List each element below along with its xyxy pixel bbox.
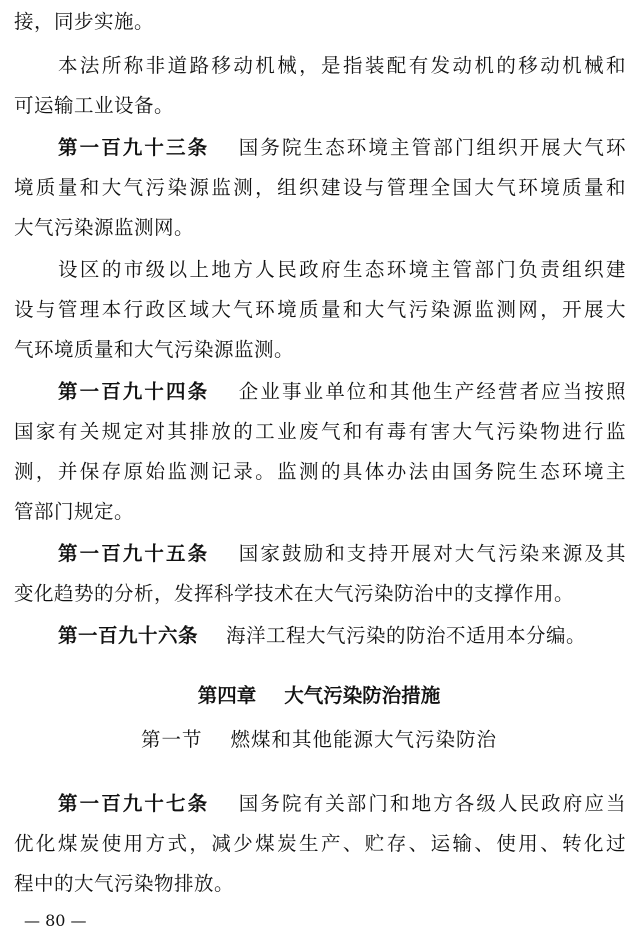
- article-197-first-line: [58, 784, 626, 824]
- text-line: 设与管理本行政区域大气环境质量和大气污染源监测网，开展大: [14, 298, 626, 321]
- text-line: 气环境质量和大气污染源监测。: [14, 338, 295, 361]
- article-194-first-line: [58, 372, 626, 412]
- chapter-title: 大气污染防治措施: [284, 684, 441, 707]
- section-number: 第一节: [140, 728, 203, 751]
- article-195-first-line: [58, 534, 626, 574]
- article-number: 第一百九十三条: [58, 136, 210, 159]
- text-line: 优化煤炭使用方式，减少煤炭生产、贮存、运输、使用、转化过: [14, 832, 626, 855]
- section-title: 燃煤和其他能源大气污染防治: [230, 728, 498, 751]
- text-span: 海洋工程大气污染的防治不适用本分编。: [226, 624, 587, 647]
- text-line: 境质量和大气污染源监测，组织建设与管理全国大气环境质量和: [14, 176, 626, 199]
- text-line: 管部门规定。: [14, 500, 135, 523]
- article-number: 第一百九十六条: [58, 624, 199, 647]
- text-line: 本法所称非道路移动机械，是指装配有发动机的移动机械和: [58, 54, 626, 77]
- text-line: 国家有关规定对其排放的工业废气和有毒有害大气污染物进行监: [14, 420, 626, 443]
- text-span: 国务院有关部门和地方各级人民政府应当: [237, 792, 626, 815]
- text-span: 国务院生态环境主管部门组织开展大气环: [237, 136, 626, 159]
- text-span: 国家鼓励和支持开展对大气污染来源及其: [237, 542, 626, 565]
- text-line: 测，并保存原始监测记录。监测的具体办法由国务院生态环境主: [14, 460, 626, 483]
- text-line: 大气污染源监测网。: [14, 216, 195, 239]
- text-line: 可运输工业设备。: [14, 94, 175, 117]
- text-span: 企业事业单位和其他生产经营者应当按照: [237, 380, 626, 403]
- article-number: 第一百九十七条: [58, 792, 210, 815]
- article-number: 第一百九十五条: [58, 542, 210, 565]
- article-number: 第一百九十四条: [58, 380, 210, 403]
- text-line: 设区的市级以上地方人民政府生态环境主管部门负责组织建: [58, 258, 626, 281]
- text-line: 程中的大气污染物排放。: [14, 872, 235, 895]
- chapter-heading: [0, 676, 638, 716]
- article-196-line: [58, 616, 626, 656]
- section-heading: [0, 720, 638, 760]
- text-line: 接，同步实施。: [14, 10, 155, 33]
- chapter-number: 第四章: [197, 684, 257, 707]
- page-number: — 80 —: [24, 911, 87, 930]
- article-193-first-line: [58, 128, 626, 168]
- text-line: 变化趋势的分析，发挥科学技术在大气污染防治中的支撑作用。: [14, 582, 575, 605]
